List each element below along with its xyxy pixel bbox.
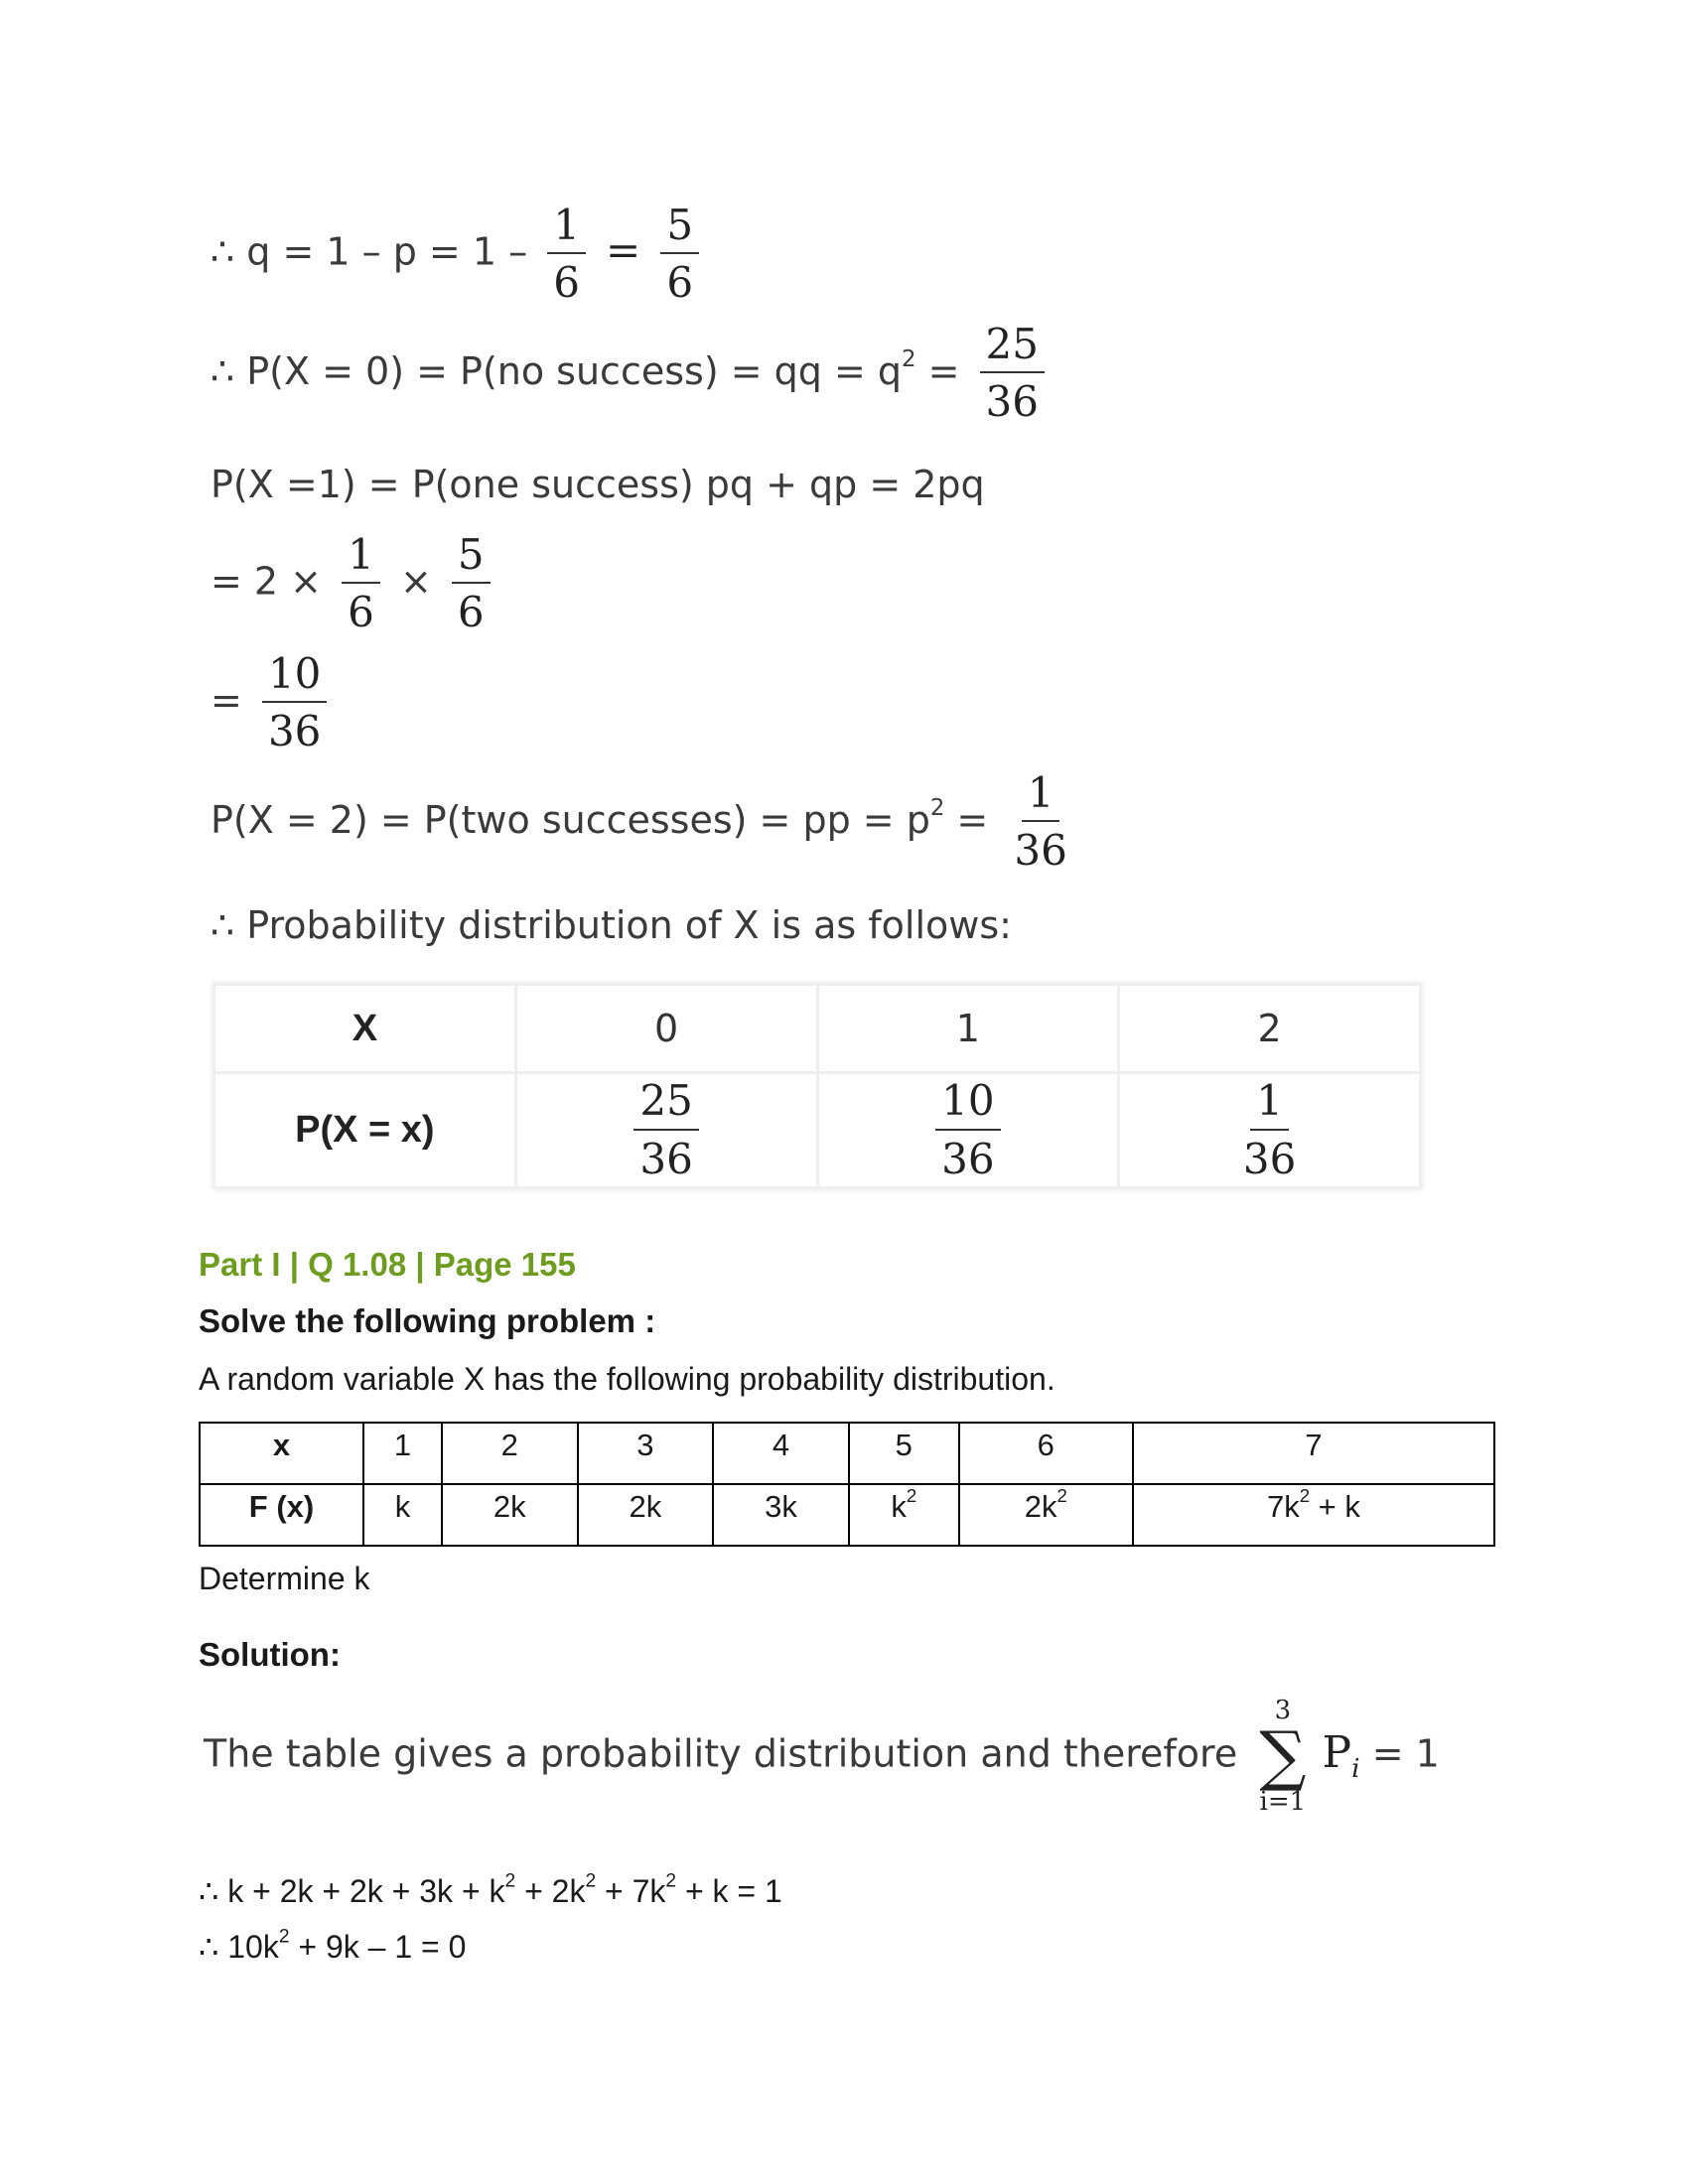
table-row — [214, 985, 1421, 1073]
eq-line-p1: P(X =1) = P(one success) pq + qp = 2pq — [211, 463, 985, 506]
table-row — [200, 1484, 1494, 1546]
fraction — [547, 203, 586, 306]
question-table — [199, 1422, 1495, 1547]
numerator: 10 — [262, 651, 327, 703]
eq-2pq-text: = 2 × — [211, 559, 323, 604]
question-statement: A random variable X has the following probability distribution. — [199, 1361, 1055, 1397]
numerator: 1 — [342, 532, 380, 584]
solution-step-2: ∴ $10k^2 + 9k - 1 = 0$ — [199, 1926, 467, 1965]
table-cell: 5 — [849, 1423, 959, 1484]
eq-line-q — [211, 203, 707, 306]
fraction — [935, 1078, 1000, 1181]
table-cell: 4 — [713, 1423, 849, 1484]
table-cell: 7 — [1133, 1423, 1494, 1484]
table-header-x: X — [214, 985, 516, 1073]
table-cell — [515, 1073, 817, 1188]
question-prompt: Solve the following problem : — [199, 1302, 656, 1339]
fraction — [1237, 1078, 1302, 1181]
table-cell: 2 — [442, 1423, 578, 1484]
numerator: 1 — [547, 203, 586, 254]
eq-p2-text: P(X = 2) = P(two successes) = pp = $p^2$ = — [211, 794, 989, 842]
table-header-fx: F (x) — [200, 1484, 363, 1546]
table-cell: 2 — [1119, 985, 1421, 1073]
table-cell: $k^2$ — [849, 1484, 959, 1546]
denominator: 36 — [941, 1134, 995, 1183]
question-heading-link[interactable]: Part I | Q 1.08 | Page 155 — [199, 1246, 576, 1283]
table-cell — [817, 1073, 1119, 1188]
denominator: 36 — [985, 377, 1039, 427]
eq-q-text: ∴ q = 1 – p = 1 – — [211, 229, 528, 274]
denominator: 36 — [1014, 826, 1067, 876]
fraction — [1008, 770, 1072, 874]
summation — [1259, 1698, 1306, 1815]
table-cell: 3k — [713, 1484, 849, 1546]
fraction — [342, 532, 380, 635]
table-cell: $7k^2 + k$ — [1133, 1484, 1494, 1546]
solution-sum-line — [204, 1698, 1440, 1815]
fraction — [452, 532, 491, 635]
numerator: 25 — [980, 322, 1045, 373]
fraction — [262, 651, 327, 754]
times-sign: × — [399, 559, 432, 604]
numerator: 1 — [1022, 770, 1060, 822]
solution-label: Solution: — [199, 1636, 341, 1673]
table-cell: 1 — [817, 985, 1119, 1073]
table-cell: 1 — [363, 1423, 442, 1484]
numerator: 25 — [633, 1078, 698, 1130]
table-cell: $2k^2$ — [959, 1484, 1133, 1546]
denominator: 6 — [348, 588, 374, 637]
equals-sign: = — [606, 225, 641, 275]
denominator: 6 — [666, 258, 694, 308]
distribution-table — [212, 983, 1422, 1189]
numerator: 5 — [452, 532, 491, 584]
fraction — [633, 1078, 698, 1181]
table-cell — [1119, 1073, 1421, 1188]
equals-one: = 1 — [1371, 1731, 1440, 1776]
table-cell: 0 — [515, 985, 817, 1073]
sigma-symbol: ∑ — [1259, 1717, 1307, 1794]
eq-line-p0 — [211, 322, 1053, 425]
table-header-px: P(X = x) — [214, 1073, 516, 1188]
equals-sign: = — [211, 678, 242, 723]
eq-line-10-36 — [211, 651, 335, 754]
table-cell: k — [363, 1484, 442, 1546]
denominator: 36 — [267, 707, 322, 756]
fraction — [980, 322, 1045, 425]
denominator: 36 — [1242, 1134, 1297, 1183]
numerator: 5 — [660, 203, 699, 254]
sum-upper-limit: 3 — [1274, 1696, 1292, 1725]
table-cell: 2k — [578, 1484, 714, 1546]
table-row — [200, 1423, 1494, 1484]
denominator: 36 — [639, 1134, 693, 1183]
table-cell: 3 — [578, 1423, 714, 1484]
table-cell: 2k — [442, 1484, 578, 1546]
distribution-intro: ∴ Probability distribution of X is as follows: — [211, 903, 1012, 947]
table-header-x: x — [200, 1423, 363, 1484]
determine-k: Determine k — [199, 1561, 370, 1596]
eq-p0-text: ∴ P(X = 0) = P(no success) = qq = $q^2$ = — [211, 345, 960, 393]
numerator: 1 — [1250, 1078, 1289, 1130]
eq-line-2pq — [211, 532, 498, 635]
fraction — [660, 203, 699, 306]
sum-lower-limit: i=1 — [1259, 1787, 1307, 1817]
p-sub-i: $P_i$ — [1322, 1726, 1360, 1784]
table-cell: 6 — [959, 1423, 1133, 1484]
eq-line-p2 — [211, 770, 1081, 874]
solution-step-1: ∴ $k + 2k + 2k + 3k + k^2 + 2k^2 + 7k^2 + k = 1$ — [199, 1870, 782, 1909]
solution-text: The table gives a probability distribution and therefore — [204, 1731, 1238, 1776]
denominator: 6 — [457, 588, 485, 637]
numerator: 10 — [935, 1078, 1000, 1130]
denominator: 6 — [553, 258, 580, 308]
table-row — [214, 1073, 1421, 1188]
